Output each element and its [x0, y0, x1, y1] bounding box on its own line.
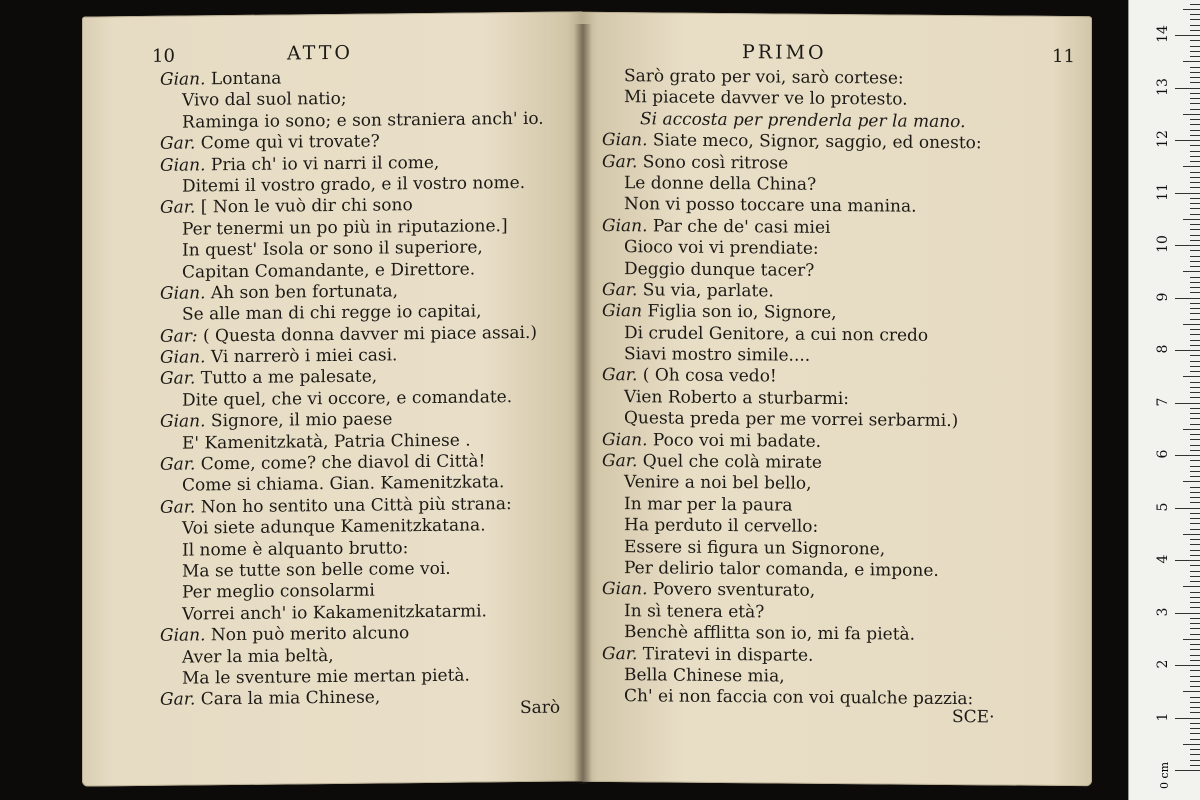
line-text: Ditemi il vostro grado, e il vostro nome.	[182, 172, 526, 197]
speaker-label: Gar.	[160, 454, 196, 475]
text-line	[160, 216, 544, 241]
ruler-tick	[1190, 198, 1200, 199]
ruler-tick	[1175, 613, 1200, 614]
ruler-label: 7	[1155, 397, 1171, 406]
ruler-tick	[1190, 250, 1200, 251]
line-text: Sarò grato per voi, sarò cortese:	[624, 66, 904, 89]
ruler-tick	[1190, 492, 1200, 493]
ruler-tick	[1183, 429, 1200, 430]
ruler-tick	[1190, 4, 1200, 5]
ruler-tick	[1190, 214, 1200, 215]
speaker-label: Gian.	[602, 130, 648, 151]
speaker-label: Gar.	[160, 197, 196, 219]
line-text: Mi piacete davver ve lo protesto.	[624, 87, 908, 111]
ruler-tick	[1175, 508, 1200, 509]
text-line	[160, 494, 544, 519]
ruler-tick	[1175, 298, 1200, 299]
ruler-tick	[1190, 240, 1200, 241]
ruler-tick	[1175, 665, 1200, 666]
ruler-tick	[1190, 355, 1200, 356]
ruler-tick	[1190, 266, 1200, 267]
ruler-tick	[1190, 229, 1200, 230]
line-text: Per tenermi un po più in riputazione.]	[182, 215, 508, 240]
ruler-tick	[1190, 282, 1200, 283]
ruler-tick	[1175, 350, 1200, 351]
line-text: Pria ch' io vi narri il come,	[210, 152, 440, 175]
line-text: Il nome è alquanto brutto:	[182, 537, 409, 561]
ruler-tick	[1190, 602, 1200, 603]
ruler-tick	[1175, 88, 1200, 89]
ruler-tick	[1190, 392, 1200, 393]
speaker-label: Gar:	[160, 326, 198, 347]
ruler-tick	[1190, 408, 1200, 409]
ruler-tick	[1175, 718, 1200, 719]
ruler-tick	[1190, 46, 1200, 47]
speaker-label: Gar.	[602, 450, 638, 472]
speaker-label: Gian.	[602, 215, 648, 237]
line-text: Voi siete adunque Kamenitzkatana.	[182, 515, 486, 539]
ruler-tick	[1190, 208, 1200, 209]
ruler-tick	[1190, 571, 1200, 572]
ruler-tick	[1190, 119, 1200, 120]
line-text: Cara la mia Chinese,	[200, 687, 381, 710]
ruler-tick	[1190, 292, 1200, 293]
line-text: Questa preda per me vorrei serbarmi.)	[624, 408, 959, 432]
ruler-tick	[1190, 733, 1200, 734]
line-text: Ch' ei non faccia con voi qualche pazzia:	[624, 686, 974, 710]
ruler-unit-label: 0 cm	[1158, 761, 1172, 790]
ruler-tick	[1190, 660, 1200, 661]
ruler-tick	[1190, 529, 1200, 530]
open-book	[82, 14, 1092, 794]
ruler-tick	[1190, 371, 1200, 372]
line-text: Tutto a me palesate,	[200, 366, 378, 389]
line-text: Capitan Comandante, e Direttore.	[182, 259, 476, 283]
ruler-tick	[1190, 555, 1200, 556]
line-text: Ha perduto il cervello:	[624, 515, 819, 538]
ruler-label: 5	[1155, 502, 1171, 511]
ruler-tick	[1190, 51, 1200, 52]
speaker-label: Gar.	[602, 365, 638, 386]
line-text: Vi narrerò i miei casi.	[210, 345, 398, 368]
ruler-tick	[1190, 161, 1200, 162]
ruler-tick	[1190, 418, 1200, 419]
ruler-tick	[1190, 618, 1200, 619]
line-text: Aver la mia beltà,	[182, 645, 334, 668]
ruler-tick	[1190, 670, 1200, 671]
speaker-label: Gian.	[160, 69, 206, 90]
ruler-tick	[1190, 319, 1200, 320]
line-text: Non può merito alcuno	[210, 623, 410, 646]
speaker-label: Gar.	[160, 497, 196, 518]
speaker-label: Gar.	[602, 151, 638, 172]
ruler-label: 6	[1155, 449, 1171, 459]
ruler-tick	[1183, 586, 1200, 587]
ruler-tick	[1190, 224, 1200, 225]
ruler-tick	[1190, 424, 1200, 425]
ruler-tick	[1190, 303, 1200, 304]
ruler-tick	[1175, 140, 1200, 141]
ruler-tick	[1190, 523, 1200, 524]
ruler-tick	[1190, 93, 1200, 94]
line-text: In sì tenera età?	[624, 600, 765, 623]
ruler-tick	[1175, 35, 1200, 36]
line-text: Povero sventurato,	[652, 579, 816, 602]
ruler-label: 1	[1155, 712, 1171, 721]
ruler-tick	[1190, 145, 1200, 146]
ruler-tick	[1190, 760, 1200, 761]
right-text-block	[602, 66, 982, 711]
ruler-tick	[1190, 261, 1200, 262]
speaker-label: Gian.	[160, 625, 206, 646]
ruler-label: 4	[1155, 554, 1171, 564]
line-text: Ma se tutte son belle come voi.	[182, 558, 451, 582]
ruler-tick	[1183, 639, 1200, 640]
ruler-tick	[1190, 628, 1200, 629]
ruler-tick	[1183, 114, 1200, 115]
speaker-label: Gar.	[160, 689, 196, 711]
ruler-tick	[1190, 607, 1200, 608]
speaker-label: Gian.	[602, 579, 648, 600]
ruler-label: 13	[1155, 77, 1171, 96]
ruler-tick	[1175, 245, 1200, 246]
ruler-tick	[1190, 634, 1200, 635]
ruler-tick	[1190, 72, 1200, 73]
ruler-tick	[1190, 156, 1200, 157]
line-text: Deggio dunque tacer?	[624, 258, 815, 281]
ruler-tick	[1190, 655, 1200, 656]
line-text: Come si chiama. Gian. Kamenitzkata.	[182, 472, 505, 496]
ruler-tick	[1190, 754, 1200, 755]
ruler-tick	[1190, 172, 1200, 173]
ruler-tick	[1190, 513, 1200, 514]
speaker-label: Gian	[602, 301, 643, 322]
speaker-label: Gian.	[160, 283, 206, 304]
ruler-label: 3	[1155, 607, 1171, 616]
ruler-tick	[1190, 235, 1200, 236]
ruler-tick	[1190, 98, 1200, 99]
line-text: Vivo dal suol natio;	[182, 89, 347, 111]
ruler-tick	[1190, 728, 1200, 729]
speaker-label: Gar.	[160, 368, 196, 390]
ruler-tick	[1190, 151, 1200, 152]
ruler-label: 10	[1155, 235, 1171, 253]
ruler-label: 9	[1155, 292, 1171, 301]
ruler-tick	[1190, 187, 1200, 188]
left-catchword: Sarò	[520, 697, 561, 719]
line-text: Le donne della China?	[624, 173, 817, 195]
ruler-tick	[1190, 765, 1200, 766]
ruler-tick	[1190, 550, 1200, 551]
line-text: Lontana	[210, 68, 282, 90]
line-text: E' Kamenitzkatà, Patria Chinese .	[182, 430, 471, 454]
right-page	[582, 12, 1092, 786]
ruler-tick	[1190, 712, 1200, 713]
ruler-tick	[1190, 397, 1200, 398]
line-text: Vorrei anch' io Kakamenitzkatarmi.	[182, 601, 487, 625]
line-text: Ah son ben fortunata,	[210, 281, 399, 304]
line-text: Siavi mostro simile....	[624, 344, 811, 366]
line-text: ( Oh cosa vedo!	[642, 365, 777, 387]
line-text: ( Questa donna davver mi piace assai.)	[202, 322, 538, 347]
speaker-label: Gian.	[602, 429, 648, 450]
ruler-tick	[1190, 739, 1200, 740]
ruler-tick	[1175, 455, 1200, 456]
ruler-tick	[1190, 109, 1200, 110]
speaker-label: Gar.	[160, 133, 196, 154]
ruler-tick	[1190, 581, 1200, 582]
ruler-tick	[1175, 403, 1200, 404]
line-text: Se alle man di chi regge io capitai,	[182, 301, 482, 325]
ruler-tick	[1190, 40, 1200, 41]
ruler-tick	[1190, 502, 1200, 503]
ruler-tick	[1190, 702, 1200, 703]
line-text: Tiratevi in disparte.	[642, 643, 814, 666]
ruler-tick	[1190, 182, 1200, 183]
ruler-tick	[1190, 382, 1200, 383]
line-text: Signore, il mio paese	[210, 409, 393, 432]
ruler-tick	[1183, 691, 1200, 692]
line-text: Essere si figura un Signorone,	[624, 536, 886, 560]
line-text: Siate meco, Signor, saggio, ed onesto:	[652, 130, 982, 154]
right-catchword: SCE·	[952, 707, 995, 728]
ruler-tick	[1190, 644, 1200, 645]
ruler-label: 2	[1155, 659, 1171, 669]
ruler-tick	[1190, 19, 1200, 20]
ruler-tick	[1183, 324, 1200, 325]
ruler-tick	[1190, 334, 1200, 335]
ruler-tick	[1190, 592, 1200, 593]
ruler-tick	[1183, 61, 1200, 62]
ruler-tick	[1190, 82, 1200, 83]
right-page-number: 11	[1052, 45, 1075, 68]
line-text: Benchè afflitta son io, mi fa pietà.	[624, 622, 916, 645]
ruler-label: 11	[1155, 182, 1171, 201]
ruler-tick	[1190, 413, 1200, 414]
ruler-tick	[1190, 103, 1200, 104]
ruler-tick	[1190, 56, 1200, 57]
ruler-tick	[1190, 723, 1200, 724]
left-page-number: 10	[152, 45, 175, 67]
ruler-tick	[1190, 203, 1200, 204]
ruler-tick	[1190, 329, 1200, 330]
line-text: Di crudel Genitore, a cui non credo	[624, 322, 929, 346]
speaker-label: Gian.	[160, 154, 206, 176]
ruler-label: 14	[1155, 25, 1171, 43]
line-text: In mar per la paura	[624, 493, 793, 516]
ruler-tick	[1190, 749, 1200, 750]
ruler-tick	[1175, 770, 1200, 771]
line-text: In quest' Isola or sono il superiore,	[182, 237, 483, 261]
ruler-tick	[1190, 77, 1200, 78]
ruler-tick	[1190, 124, 1200, 125]
text-line	[160, 173, 544, 198]
line-text: Poco voi mi badate.	[652, 430, 822, 452]
ruler-tick	[1183, 376, 1200, 377]
ruler-tick	[1190, 565, 1200, 566]
ruler-tick	[1190, 697, 1200, 698]
line-text: Come quì vi trovate?	[200, 131, 380, 154]
left-running-head: ATTO	[287, 41, 353, 65]
left-page	[82, 11, 582, 786]
ruler-tick	[1190, 287, 1200, 288]
line-text: Bella Chinese mia,	[624, 665, 785, 687]
ruler-tick	[1190, 345, 1200, 346]
line-text: Su via, parlate.	[642, 280, 774, 302]
speaker-label: Gian.	[160, 411, 206, 433]
line-text: Si accosta per prenderla per la mano.	[640, 109, 966, 132]
speaker-label: Gar.	[602, 643, 638, 664]
ruler-tick	[1190, 256, 1200, 257]
speaker-label: Gian.	[160, 347, 206, 368]
ruler-tick	[1190, 445, 1200, 446]
text-line	[160, 387, 544, 412]
ruler-tick	[1190, 576, 1200, 577]
text-line	[160, 601, 544, 626]
ruler-tick	[1190, 361, 1200, 362]
ruler-tick	[1190, 434, 1200, 435]
line-text: Ma le sventure mie mertan pietà.	[182, 665, 470, 689]
ruler-label: 8	[1155, 344, 1171, 354]
line-text: Come, come? che diavol di Città!	[200, 451, 486, 475]
ruler-tick	[1190, 460, 1200, 461]
ruler-tick	[1190, 487, 1200, 488]
line-text: Non vi posso toccare una manina.	[624, 194, 917, 218]
ruler-tick	[1190, 707, 1200, 708]
ruler-tick	[1190, 366, 1200, 367]
line-text: Gioco voi vi prendiate:	[624, 237, 819, 259]
ruler-tick	[1190, 313, 1200, 314]
ruler-tick	[1175, 193, 1200, 194]
left-text-block	[160, 66, 544, 712]
right-running-head: PRIMO	[742, 41, 827, 64]
ruler-tick	[1190, 130, 1200, 131]
text-line	[160, 109, 544, 134]
line-text: [ Non le vuò dir chi sono	[200, 195, 413, 218]
line-text: Sono così ritrose	[642, 151, 789, 174]
ruler-tick	[1183, 219, 1200, 220]
ruler-tick	[1190, 30, 1200, 31]
line-text: Vien Roberto a sturbarmi:	[624, 387, 850, 409]
book-gutter	[574, 24, 592, 784]
ruler-tick	[1190, 686, 1200, 687]
line-text: Figlia son io, Signore,	[647, 301, 837, 324]
ruler-tick	[1183, 166, 1200, 167]
ruler-tick	[1190, 476, 1200, 477]
line-text: Raminga io sono; e son straniera anch' io.	[182, 108, 544, 133]
line-text: Per meglio consolarmi	[182, 580, 375, 603]
ruler-tick	[1183, 534, 1200, 535]
text-line	[160, 686, 544, 711]
ruler-tick	[1183, 9, 1200, 10]
line-text: Dite quel, che vi occore, e comandate.	[182, 386, 513, 411]
ruler-tick	[1190, 466, 1200, 467]
ruler-tick	[1190, 14, 1200, 15]
ruler-tick	[1190, 539, 1200, 540]
ruler-tick	[1190, 439, 1200, 440]
ruler-tick	[1183, 481, 1200, 482]
ruler-tick	[1190, 67, 1200, 68]
ruler-tick	[1190, 387, 1200, 388]
ruler-tick	[1175, 560, 1200, 561]
ruler-tick	[1190, 497, 1200, 498]
ruler-tick	[1190, 623, 1200, 624]
ruler-tick	[1190, 25, 1200, 26]
ruler-tick	[1190, 544, 1200, 545]
ruler-tick	[1190, 277, 1200, 278]
ruler-tick	[1190, 597, 1200, 598]
ruler-tick	[1190, 518, 1200, 519]
ruler-tick	[1183, 744, 1200, 745]
line-text: Per delirio talor comanda, e impone.	[624, 558, 939, 581]
ruler-tick	[1190, 649, 1200, 650]
ruler-tick	[1190, 177, 1200, 178]
ruler-tick	[1190, 471, 1200, 472]
ruler-tick	[1190, 681, 1200, 682]
measurement-ruler	[1128, 0, 1200, 800]
ruler-label: 12	[1155, 130, 1171, 148]
ruler-tick	[1190, 450, 1200, 451]
ruler-tick	[1190, 340, 1200, 341]
line-text: Non ho sentito una Città più strana:	[200, 493, 512, 518]
line-text: Venire a noi bel bello,	[624, 472, 812, 495]
ruler-tick	[1190, 676, 1200, 677]
line-text: Par che de' casi miei	[652, 216, 831, 238]
ruler-tick	[1183, 271, 1200, 272]
text-line	[602, 686, 982, 711]
text-line	[160, 322, 544, 347]
line-text: Quel che colà mirate	[642, 451, 822, 473]
speaker-label: Gar.	[602, 279, 638, 301]
ruler-tick	[1190, 308, 1200, 309]
ruler-tick	[1190, 135, 1200, 136]
